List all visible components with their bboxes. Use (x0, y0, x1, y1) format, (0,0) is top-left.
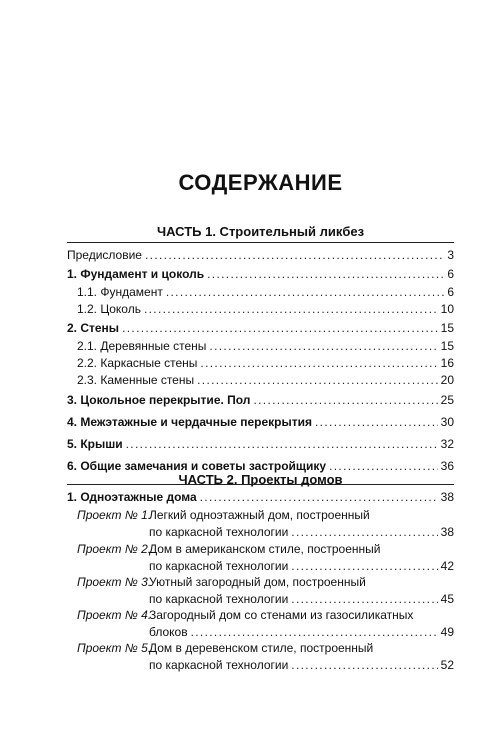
part2-divider (67, 484, 454, 485)
toc-entry-page: 32 (440, 437, 454, 451)
toc-entry[interactable] (67, 488, 454, 506)
part1-divider (67, 242, 454, 243)
toc-subentry[interactable] (67, 354, 454, 372)
leader-dots (145, 246, 444, 264)
project-title-line2: по каркасной технологии (149, 592, 289, 606)
toc-entry-page: 38 (440, 525, 454, 539)
leader-dots (291, 523, 437, 541)
project-title-line2: по каркасной технологии (149, 559, 289, 573)
toc-entry-label: 6. Общие замечания и советы застройщику (67, 459, 327, 473)
toc-entry-page: 52 (440, 658, 454, 672)
toc-subentry[interactable] (67, 371, 454, 389)
leader-dots (200, 488, 438, 506)
page-title: СОДЕРЖАНИЕ (178, 170, 343, 195)
toc-subentry[interactable] (67, 283, 454, 301)
toc-entry-label: 1. Фундамент и цоколь (67, 267, 205, 281)
leader-dots (253, 391, 437, 409)
toc-entry[interactable] (67, 413, 454, 431)
toc-entry-page: 25 (440, 393, 454, 407)
toc-entry-label: Предисловие (67, 248, 142, 262)
toc-entry-page: 15 (440, 339, 454, 353)
toc-entry[interactable] (67, 246, 454, 264)
leader-dots (166, 283, 444, 301)
project-title-line1: Дом в американском стиле, построенный (149, 542, 381, 556)
toc-entry-label: 2.1. Деревянные стены (77, 339, 207, 353)
toc-entry-page: 36 (440, 459, 454, 473)
toc-entry-page: 30 (440, 415, 454, 429)
leader-dots (207, 265, 444, 283)
project-number: Проект № 3. (77, 575, 152, 589)
project-title-line2: блоков (149, 625, 188, 639)
leader-dots (200, 354, 437, 372)
toc-entry-label: 5. Крыши (67, 437, 123, 451)
leader-dots (197, 371, 438, 389)
toc-entry-page: 6 (447, 267, 454, 281)
leader-dots (126, 435, 438, 453)
project-title-line2-row (149, 656, 454, 674)
toc-entry-page: 6 (447, 285, 454, 299)
project-title-line2: по каркасной технологии (149, 525, 289, 539)
toc-entry-page: 20 (440, 373, 454, 387)
toc-entry-label: 2. Стены (67, 321, 120, 335)
toc-entry-page: 16 (440, 356, 454, 370)
leader-dots (291, 656, 437, 674)
toc-entry[interactable] (67, 391, 454, 409)
toc-entry-label: 4. Межэтажные и чердачные перекрытия (67, 415, 313, 429)
toc-subentry[interactable] (67, 337, 454, 355)
toc-entry-label: 1.2. Цоколь (77, 302, 141, 316)
toc-entry[interactable] (67, 319, 454, 337)
project-number: Проект № 4. (77, 608, 152, 622)
project-title-line2-row (149, 523, 454, 541)
project-entry[interactable] (67, 606, 454, 640)
toc-entry-label: 1. Одноэтажные дома (67, 490, 197, 504)
project-title-line1: Загородный дом со стенами из газосиликатных (149, 608, 414, 622)
toc-entry-label: 1.1. Фундамент (77, 285, 163, 299)
toc-entry-page: 3 (447, 248, 454, 262)
toc-entry-page: 38 (440, 490, 454, 504)
toc-entry[interactable] (67, 265, 454, 283)
project-entry[interactable] (67, 573, 454, 607)
toc-entry[interactable] (67, 435, 454, 453)
project-entry[interactable] (67, 506, 454, 540)
leader-dots (144, 300, 438, 318)
project-entry[interactable] (67, 639, 454, 673)
project-title-line1: Легкий одноэтажный дом, построенный (149, 508, 370, 522)
project-title-line1: Уютный загородный дом, построенный (149, 575, 366, 589)
leader-dots (122, 319, 438, 337)
toc-entry-page: 45 (440, 592, 454, 606)
project-number: Проект № 2. (77, 542, 152, 556)
project-number: Проект № 5. (77, 641, 152, 655)
project-title-line2: по каркасной технологии (149, 658, 289, 672)
leader-dots (315, 413, 438, 431)
toc-entry-page: 15 (440, 321, 454, 335)
part2-title: ЧАСТЬ 2. Проекты домов (178, 472, 343, 487)
project-entry[interactable] (67, 540, 454, 574)
toc-entry-page: 49 (440, 625, 454, 639)
toc-entry-label: 2.2. Каркасные стены (77, 356, 198, 370)
project-number: Проект № 1. (77, 508, 152, 522)
part1-title: ЧАСТЬ 1. Строительный ликбез (156, 224, 365, 239)
toc-entry-label: 2.3. Каменные стены (77, 373, 195, 387)
project-title-line1: Дом в деревенском стиле, построенный (149, 641, 374, 655)
toc-entry-label: 3. Цокольное перекрытие. Пол (67, 393, 251, 407)
toc-subentry[interactable] (67, 300, 454, 318)
leader-dots (209, 337, 437, 355)
toc-entry-page: 42 (440, 559, 454, 573)
toc-entry-page: 10 (440, 302, 454, 316)
